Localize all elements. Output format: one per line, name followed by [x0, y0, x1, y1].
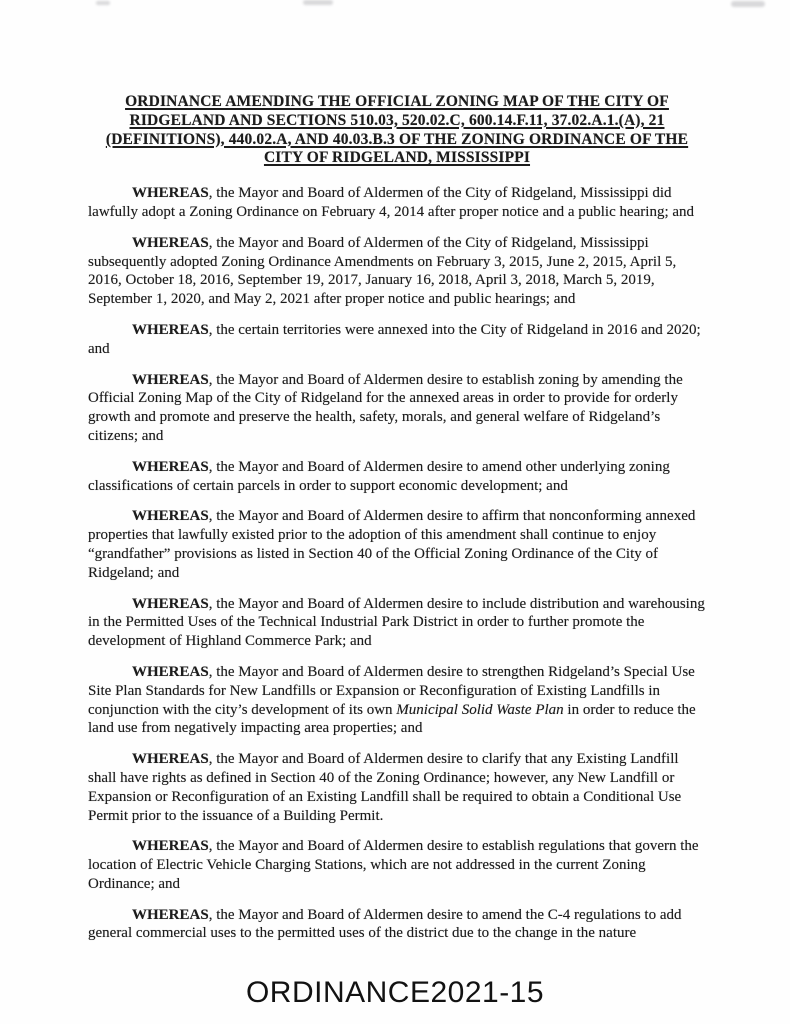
- whereas-keyword: WHEREAS: [132, 838, 209, 855]
- whereas-keyword: WHEREAS: [132, 185, 209, 202]
- paragraph-text: , the Mayor and Board of Aldermen desire to affirm that nonconforming annexed properties that lawfully existed prior to the adoption of this amendment shall continue to enjoy “grandfather” provisions as listed in Section 40 of the Official Zoning Ordinance of the City of Ridgeland; and: [88, 508, 696, 581]
- whereas-paragraph: [88, 184, 706, 222]
- document-body: [88, 0, 706, 943]
- whereas-keyword: WHEREAS: [132, 458, 209, 475]
- whereas-keyword: WHEREAS: [132, 371, 209, 388]
- title-line: RIDGELAND AND SECTIONS 510.03, 520.02.C, 600.14.F.11, 37.02.A.1.(A), 21: [129, 111, 665, 129]
- title-line: (DEFINITIONS), 440.02.A, AND 40.03.B.3 OF THE ZONING ORDINANCE OF THE: [105, 130, 689, 148]
- paragraph-text: , the Mayor and Board of Aldermen of the City of Ridgeland, Mississippi did lawfully adopt a Zoning Ordinance on February 4, 2014 after proper notice and a public hearing; and: [88, 185, 695, 220]
- title-line: ORDINANCE AMENDING THE OFFICIAL ZONING MAP OF THE CITY OF: [125, 93, 669, 110]
- paragraph-text: , the Mayor and Board of Aldermen desire to amend other underlying zoning classifications of certain parcels in order to support economic development; and: [88, 458, 670, 494]
- scan-artifact: [731, 1, 765, 7]
- whereas-paragraph: [88, 234, 706, 309]
- whereas-paragraph: [88, 837, 706, 893]
- whereas-keyword: WHEREAS: [132, 595, 209, 612]
- whereas-paragraph: [88, 663, 706, 738]
- scan-artifact: [96, 1, 110, 5]
- whereas-keyword: WHEREAS: [132, 751, 209, 768]
- whereas-paragraph: [88, 507, 706, 582]
- whereas-keyword: WHEREAS: [132, 663, 209, 680]
- paragraph-text: , the Mayor and Board of Aldermen of the City of Ridgeland, Mississippi subsequently adopted Zoning Ordinance Amendments on February 3, 2015, June 2, 2015, April 5, 2016, October 18, 2016, September 19, 2017, January 16, 2018, April 3, 2018, March 5, 2019, September 1, 2020, and May 2, 2021 after proper notice and public hearings; and: [88, 234, 677, 308]
- whereas-paragraph: [88, 595, 706, 651]
- whereas-paragraph: [88, 750, 706, 825]
- paragraph-text: , the Mayor and Board of Aldermen desire to establish zoning by amending the Official Zoning Map of the City of Ridgeland for the annexed areas in order to provide for orderly growth and promote and preserve the health, safety, morals, and general welfare of Ridgeland’s citizens; and: [88, 371, 683, 444]
- paragraph-text: , the Mayor and Board of Aldermen desire to establish regulations that govern the location of Electric Vehicle Charging Stations, which are not addressed in the current Zoning Ordinance; and: [88, 838, 699, 892]
- whereas-paragraph: [88, 321, 706, 359]
- document-title: [88, 93, 706, 168]
- whereas-paragraph: [88, 458, 706, 496]
- whereas-keyword: WHEREAS: [132, 321, 209, 338]
- paragraph-text: , the Mayor and Board of Aldermen desire to amend the C-4 regulations to add general commercial uses to the permitted uses of the district due to the change in the nature: [88, 906, 682, 942]
- paragraph-italic-text: Municipal Solid Waste Plan: [396, 701, 564, 718]
- whereas-keyword: WHEREAS: [132, 234, 209, 251]
- whereas-keyword: WHEREAS: [132, 906, 209, 923]
- scan-artifact: [303, 0, 333, 5]
- whereas-keyword: WHEREAS: [132, 508, 209, 525]
- paragraph-text: , the Mayor and Board of Aldermen desire to include distribution and warehousing in the Permitted Uses of the Technical Industrial Park District in order to further promote the development of Highland Commerce Park; and: [88, 595, 705, 650]
- paragraph-text: , the Mayor and Board of Aldermen desire to clarify that any Existing Landfill shall have rights as defined in Section 40 of the Zoning Ordinance; however, any New Landfill or Expansion or Reconfiguration of an Existing Landfill shall be required to obtain a Conditional Use Permit prior to the issuance of a Building Permit.: [88, 751, 682, 824]
- title-line: CITY OF RIDGELAND, MISSISSIPPI: [263, 149, 531, 167]
- whereas-paragraph: [88, 371, 706, 446]
- whereas-paragraph: [88, 906, 706, 944]
- paragraph-text: in order to reduce the land use from negatively impacting area properties; and: [88, 701, 696, 737]
- paragraph-text: , the Mayor and Board of Aldermen desire to strengthen Ridgeland’s Special Use Site Plan Standards for New Landfills or Expansion or Reconfiguration of Existing Landfills in conjunction with the city’s development of its own: [88, 663, 695, 718]
- ordinance-number-label: ORDINANCE2021-15: [245, 976, 545, 1009]
- paragraph-text: , the certain territories were annexed into the City of Ridgeland in 2016 and 2020; and: [88, 321, 701, 357]
